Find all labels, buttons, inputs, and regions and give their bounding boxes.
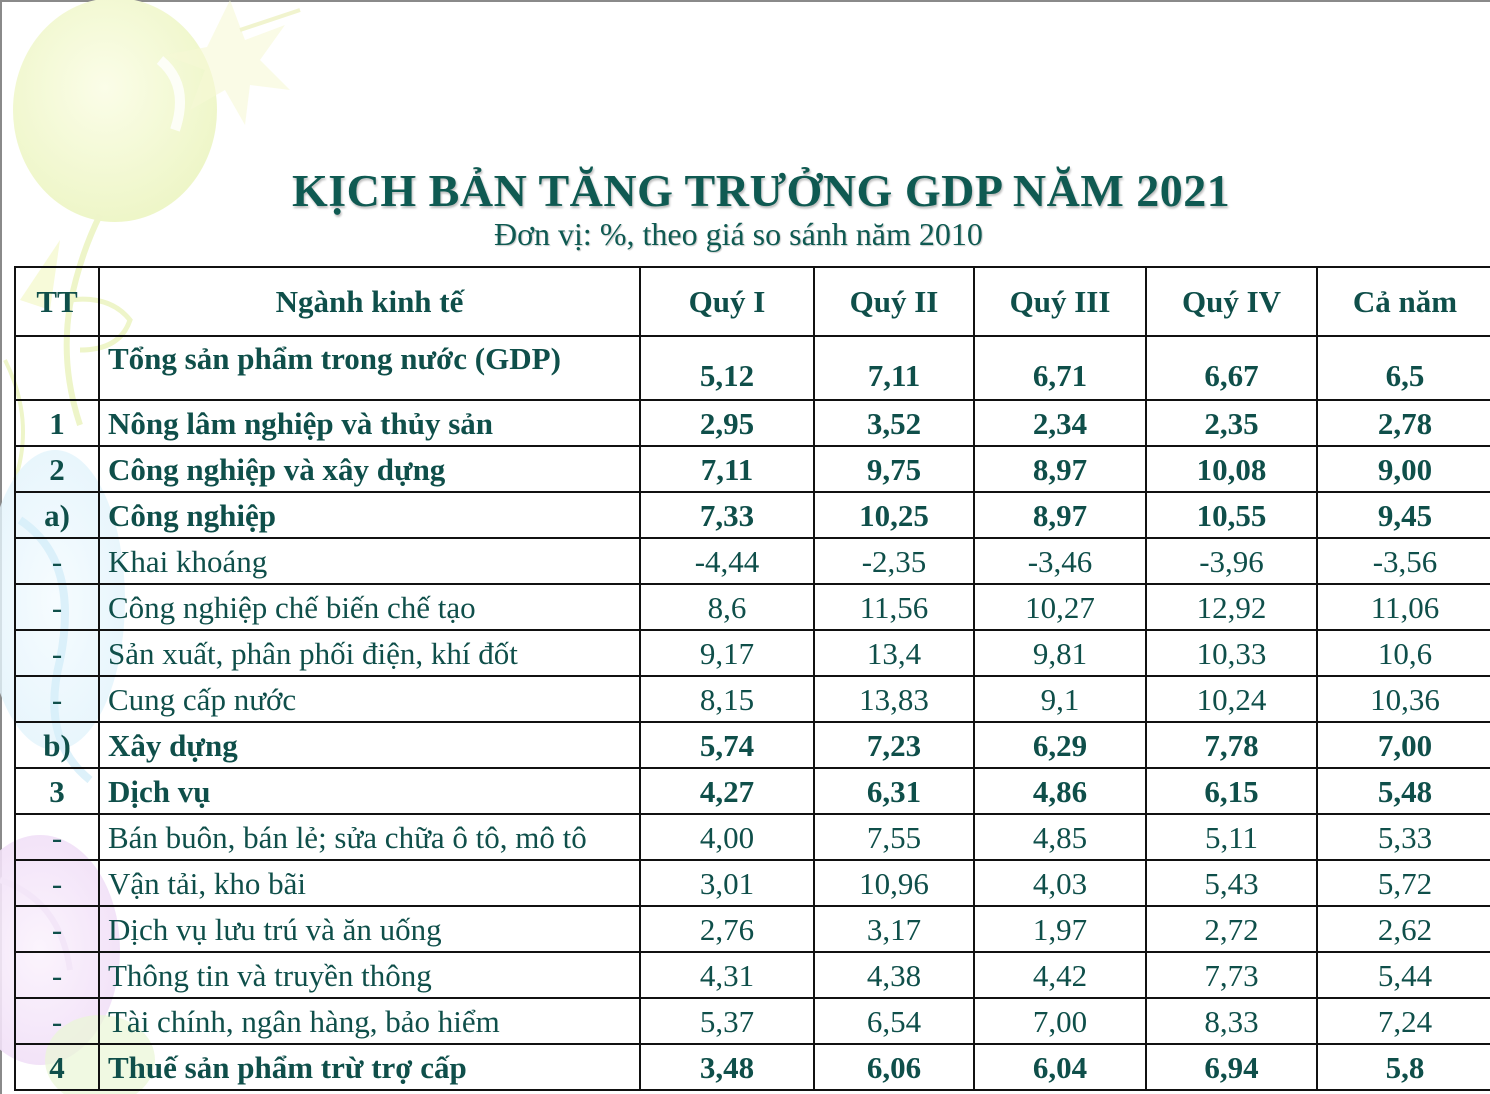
cell-q4: 12,92 — [1146, 584, 1317, 630]
cell-q1: 3,48 — [640, 1044, 814, 1090]
cell-year: 10,6 — [1317, 630, 1490, 676]
cell-q4: 10,08 — [1146, 446, 1317, 492]
cell-q1: 4,31 — [640, 952, 814, 998]
table-row — [15, 538, 1490, 584]
cell-year: -3,56 — [1317, 538, 1490, 584]
cell-q4: 6,94 — [1146, 1044, 1317, 1090]
cell-q1: 4,00 — [640, 814, 814, 860]
page-title: KỊCH BẢN TĂNG TRƯỞNG GDP NĂM 2021 — [292, 165, 1231, 216]
cell-q4: 2,35 — [1146, 400, 1317, 446]
cell-q4: 5,43 — [1146, 860, 1317, 906]
cell-q2: 13,83 — [814, 676, 974, 722]
table-header-row — [15, 267, 1490, 336]
cell-q4: 8,33 — [1146, 998, 1317, 1044]
row-tt: b) — [15, 722, 99, 768]
cell-q1: 3,01 — [640, 860, 814, 906]
cell-q1: 5,74 — [640, 722, 814, 768]
cell-q3: 6,04 — [974, 1044, 1146, 1090]
cell-q4: 7,73 — [1146, 952, 1317, 998]
row-sector-name: Dịch vụ — [99, 768, 640, 814]
cell-year: 5,72 — [1317, 860, 1490, 906]
cell-q2: -2,35 — [814, 538, 974, 584]
row-sector-name: Xây dựng — [99, 722, 640, 768]
row-tt: - — [15, 584, 99, 630]
cell-q2: 6,31 — [814, 768, 974, 814]
header-sector: Ngành kinh tế — [99, 267, 640, 336]
row-tt: 3 — [15, 768, 99, 814]
cell-q1: 2,76 — [640, 906, 814, 952]
cell-q1: 8,6 — [640, 584, 814, 630]
cell-year: 11,06 — [1317, 584, 1490, 630]
header-q1: Quý I — [640, 267, 814, 336]
cell-q1: 8,15 — [640, 676, 814, 722]
cell-q1: 4,27 — [640, 768, 814, 814]
cell-q4: 6,67 — [1146, 336, 1317, 400]
cell-q4: 6,15 — [1146, 768, 1317, 814]
cell-q2: 10,96 — [814, 860, 974, 906]
header-q4: Quý IV — [1146, 267, 1317, 336]
cell-q1: -4,44 — [640, 538, 814, 584]
cell-q3: 8,97 — [974, 492, 1146, 538]
table-row — [15, 952, 1490, 998]
table-row — [15, 336, 1490, 400]
cell-q1: 5,12 — [640, 336, 814, 400]
cell-q4: -3,96 — [1146, 538, 1317, 584]
cell-q1: 2,95 — [640, 400, 814, 446]
row-tt — [15, 336, 99, 400]
row-tt: - — [15, 952, 99, 998]
table-row — [15, 860, 1490, 906]
cell-year: 5,48 — [1317, 768, 1490, 814]
cell-q2: 13,4 — [814, 630, 974, 676]
cell-q2: 7,23 — [814, 722, 974, 768]
cell-year: 9,00 — [1317, 446, 1490, 492]
table-row — [15, 768, 1490, 814]
cell-q3: 9,1 — [974, 676, 1146, 722]
cell-q3: 4,42 — [974, 952, 1146, 998]
cell-q4: 5,11 — [1146, 814, 1317, 860]
row-tt: - — [15, 676, 99, 722]
cell-q2: 7,55 — [814, 814, 974, 860]
cell-year: 10,36 — [1317, 676, 1490, 722]
row-sector-name: Thông tin và truyền thông — [99, 952, 640, 998]
row-tt: 1 — [15, 400, 99, 446]
row-sector-name: Thuế sản phẩm trừ trợ cấp — [99, 1044, 640, 1090]
table-row — [15, 492, 1490, 538]
table-row — [15, 446, 1490, 492]
cell-q3: 8,97 — [974, 446, 1146, 492]
row-tt: - — [15, 538, 99, 584]
table-row — [15, 676, 1490, 722]
cell-q2: 3,17 — [814, 906, 974, 952]
cell-q3: 9,81 — [974, 630, 1146, 676]
gdp-table — [14, 266, 1490, 1091]
header-q2: Quý II — [814, 267, 974, 336]
cell-q2: 9,75 — [814, 446, 974, 492]
cell-q2: 10,25 — [814, 492, 974, 538]
row-sector-name: Tài chính, ngân hàng, bảo hiểm — [99, 998, 640, 1044]
table-row — [15, 400, 1490, 446]
cell-q1: 5,37 — [640, 998, 814, 1044]
table-row — [15, 1044, 1490, 1090]
cell-q3: 4,86 — [974, 768, 1146, 814]
cell-year: 5,8 — [1317, 1044, 1490, 1090]
cell-q1: 7,11 — [640, 446, 814, 492]
row-sector-name: Công nghiệp chế biến chế tạo — [99, 584, 640, 630]
row-tt: a) — [15, 492, 99, 538]
row-tt: 2 — [15, 446, 99, 492]
cell-q3: 2,34 — [974, 400, 1146, 446]
row-sector-name: Công nghiệp và xây dựng — [99, 446, 640, 492]
row-sector-name: Khai khoáng — [99, 538, 640, 584]
row-sector-name: Cung cấp nước — [99, 676, 640, 722]
cell-q2: 6,06 — [814, 1044, 974, 1090]
cell-year: 5,33 — [1317, 814, 1490, 860]
cell-year: 7,00 — [1317, 722, 1490, 768]
table-row — [15, 998, 1490, 1044]
cell-q2: 11,56 — [814, 584, 974, 630]
cell-q4: 2,72 — [1146, 906, 1317, 952]
cell-q4: 10,55 — [1146, 492, 1317, 538]
cell-q3: 10,27 — [974, 584, 1146, 630]
cell-q3: 4,03 — [974, 860, 1146, 906]
row-sector-name: Dịch vụ lưu trú và ăn uống — [99, 906, 640, 952]
cell-q4: 10,33 — [1146, 630, 1317, 676]
row-tt: - — [15, 860, 99, 906]
table-row — [15, 906, 1490, 952]
cell-q3: 1,97 — [974, 906, 1146, 952]
cell-q1: 7,33 — [640, 492, 814, 538]
row-tt: 4 — [15, 1044, 99, 1090]
cell-q4: 10,24 — [1146, 676, 1317, 722]
row-tt: - — [15, 814, 99, 860]
cell-year: 2,78 — [1317, 400, 1490, 446]
cell-q3: -3,46 — [974, 538, 1146, 584]
cell-year: 2,62 — [1317, 906, 1490, 952]
row-sector-name: Tổng sản phẩm trong nước (GDP) — [99, 336, 640, 400]
cell-q2: 7,11 — [814, 336, 974, 400]
cell-q1: 9,17 — [640, 630, 814, 676]
table-row — [15, 584, 1490, 630]
row-sector-name: Nông lâm nghiệp và thủy sản — [99, 400, 640, 446]
row-sector-name: Bán buôn, bán lẻ; sửa chữa ô tô, mô tô — [99, 814, 640, 860]
header-year: Cả năm — [1317, 267, 1490, 336]
row-tt: - — [15, 906, 99, 952]
cell-q3: 6,29 — [974, 722, 1146, 768]
header-q3: Quý III — [974, 267, 1146, 336]
cell-q2: 3,52 — [814, 400, 974, 446]
cell-year: 6,5 — [1317, 336, 1490, 400]
cell-q3: 7,00 — [974, 998, 1146, 1044]
cell-year: 5,44 — [1317, 952, 1490, 998]
cell-q2: 6,54 — [814, 998, 974, 1044]
table-row — [15, 630, 1490, 676]
row-sector-name: Công nghiệp — [99, 492, 640, 538]
cell-q3: 4,85 — [974, 814, 1146, 860]
row-sector-name: Sản xuất, phân phối điện, khí đốt — [99, 630, 640, 676]
table-row — [15, 814, 1490, 860]
table-row — [15, 722, 1490, 768]
page-subtitle: Đơn vị: %, theo giá so sánh năm 2010 — [494, 216, 983, 252]
cell-year: 9,45 — [1317, 492, 1490, 538]
cell-q4: 7,78 — [1146, 722, 1317, 768]
row-tt: - — [15, 630, 99, 676]
cell-q2: 4,38 — [814, 952, 974, 998]
header-tt: TT — [15, 267, 99, 336]
row-sector-name: Vận tải, kho bãi — [99, 860, 640, 906]
row-tt: - — [15, 998, 99, 1044]
cell-year: 7,24 — [1317, 998, 1490, 1044]
cell-q3: 6,71 — [974, 336, 1146, 400]
